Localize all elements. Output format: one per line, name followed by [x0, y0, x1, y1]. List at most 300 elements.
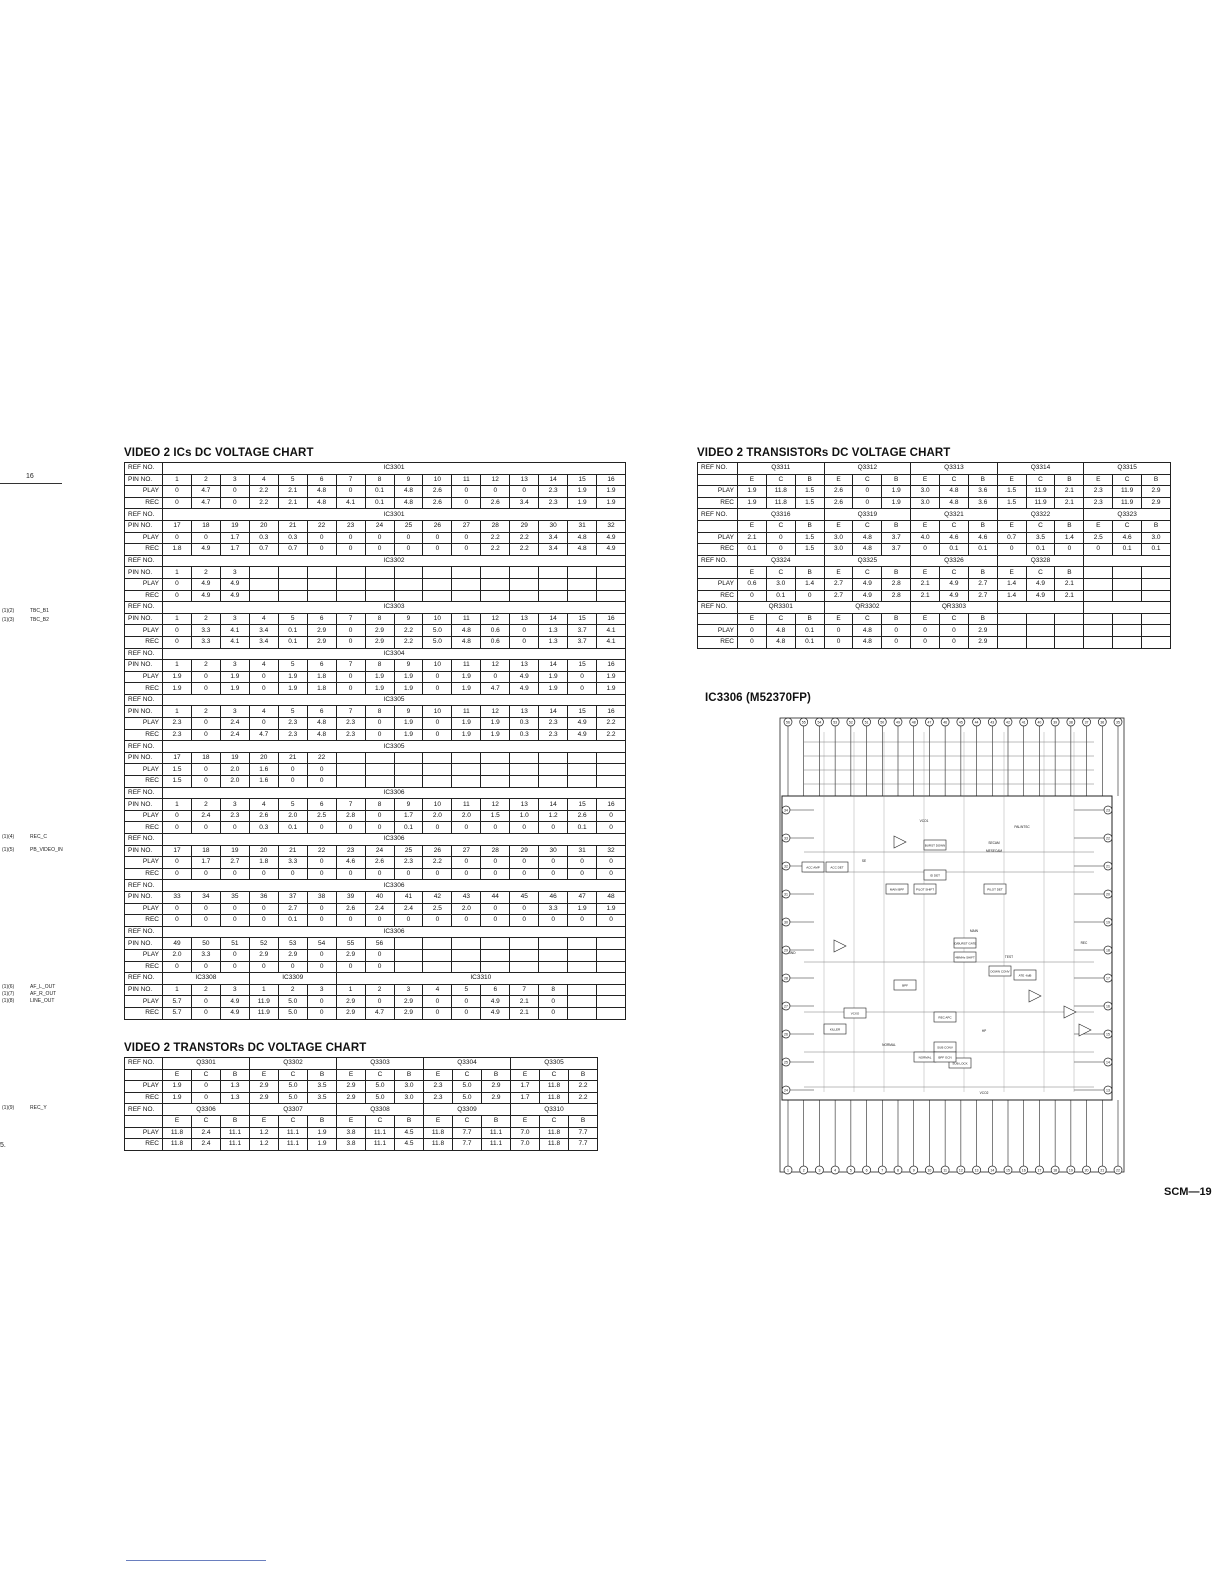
pin-cell: 43 [452, 891, 481, 903]
voltage-cell: 1.3 [539, 636, 568, 648]
pin-cell: 48 [597, 891, 626, 903]
voltage-cell: 2.9 [336, 1007, 365, 1019]
pin-cell: B [968, 474, 997, 486]
voltage-cell: 0 [452, 1007, 481, 1019]
voltage-cell [1026, 625, 1055, 637]
voltage-cell: 0 [336, 683, 365, 695]
voltage-row [125, 497, 626, 509]
voltage-cell: 0 [249, 903, 278, 915]
voltage-cell: 0 [795, 590, 824, 602]
voltage-cell: 0 [220, 497, 249, 509]
diagram-frame [780, 718, 1124, 1172]
voltage-cell [510, 578, 539, 590]
pin-cell: 7 [336, 474, 365, 486]
pin-cell [510, 752, 539, 764]
voltage-cell: 0 [192, 1092, 221, 1104]
voltage-cell: 1.9 [308, 1127, 337, 1139]
voltage-row [698, 486, 1171, 498]
ref-row [125, 1058, 598, 1070]
voltage-cell [1142, 590, 1171, 602]
row-label: REF NO. [698, 463, 738, 475]
voltage-cell: 0 [452, 857, 481, 869]
voltage-row [125, 729, 626, 741]
voltage-cell: 0 [423, 718, 452, 730]
pin-cell: 3 [220, 660, 249, 672]
voltage-cell: 3.0 [911, 497, 940, 509]
voltage-cell: 1.8 [307, 683, 336, 695]
voltage-cell: 0 [220, 486, 249, 498]
voltage-cell: 0 [568, 868, 597, 880]
row-label: REF NO. [698, 555, 738, 567]
voltage-cell: 0 [423, 822, 452, 834]
ref-label-cell: IC3306 [163, 926, 626, 938]
pin-cell: 20 [249, 520, 278, 532]
voltage-cell: 4.9 [481, 1007, 510, 1019]
voltage-cell: 0 [423, 532, 452, 544]
voltage-cell: 11.1 [221, 1139, 250, 1151]
pin-cell [1113, 613, 1142, 625]
pin-row [125, 845, 626, 857]
ref-label-cell: Q3301 [163, 1058, 250, 1070]
voltage-cell: 0 [365, 915, 394, 927]
voltage-cell [394, 776, 423, 788]
voltage-cell: 2.0 [220, 776, 249, 788]
voltage-row [125, 532, 626, 544]
pin-cell [307, 567, 336, 579]
voltage-cell: 1.5 [163, 764, 192, 776]
pin-number: 2 [802, 1168, 805, 1173]
voltage-cell: 4.9 [853, 578, 882, 590]
page-fragment-bottom: 5. [0, 1142, 6, 1149]
ref-label-cell: Q3313 [911, 463, 998, 475]
pin-number: 14 [990, 1168, 995, 1173]
voltage-cell: 2.9 [1142, 497, 1171, 509]
voltage-cell [510, 949, 539, 961]
pin-cell: 19 [220, 520, 249, 532]
voltage-cell: 0.6 [481, 636, 510, 648]
voltage-cell: 0 [336, 822, 365, 834]
ref-row [125, 648, 626, 660]
voltage-cell: 1.9 [394, 671, 423, 683]
voltage-cell: 2.0 [278, 810, 307, 822]
voltage-cell: 0 [191, 718, 220, 730]
ref-label-cell: Q3328 [997, 555, 1084, 567]
pin-cell: 1 [163, 799, 192, 811]
pin-cell: 10 [423, 706, 452, 718]
voltage-cell: 4.9 [597, 532, 626, 544]
voltage-cell: 0 [278, 776, 307, 788]
voltage-cell: 7.7 [453, 1127, 482, 1139]
voltage-cell: 7.0 [511, 1139, 540, 1151]
pin-number: 53 [833, 720, 838, 725]
voltage-cell [568, 590, 597, 602]
voltage-cell: 3.4 [539, 544, 568, 556]
ref-label-cell: Q3324 [738, 555, 825, 567]
voltage-cell: 3.0 [1142, 532, 1171, 544]
pin-cell: 23 [336, 520, 365, 532]
block-label: 4ΦMHz SHIFT [955, 955, 975, 960]
voltage-cell [1113, 578, 1142, 590]
pin-cell: 2 [191, 567, 220, 579]
voltage-cell [365, 764, 394, 776]
diagram-label: MESECAM [985, 849, 1003, 853]
row-label: REC [125, 1139, 163, 1151]
voltage-cell: 5.7 [163, 1007, 192, 1019]
pin-number: 30 [784, 920, 788, 925]
voltage-cell: 1.6 [249, 764, 278, 776]
signal-name-label: PB_VIDEO_IN [30, 847, 63, 853]
row-label [698, 520, 738, 532]
voltage-cell: 0 [452, 868, 481, 880]
voltage-row [698, 636, 1171, 648]
voltage-cell: 3.0 [395, 1092, 424, 1104]
voltage-cell: 0 [191, 1007, 220, 1019]
fragment-rule [0, 483, 62, 484]
voltage-cell [423, 590, 452, 602]
voltage-cell: 0.1 [365, 486, 394, 498]
voltage-cell: 1.2 [250, 1127, 279, 1139]
voltage-cell: 2.1 [911, 578, 940, 590]
ref-row [125, 463, 626, 475]
voltage-cell: 0 [163, 810, 192, 822]
voltage-cell: 7.7 [569, 1139, 598, 1151]
row-label: PIN NO. [125, 613, 163, 625]
pin-cell: 35 [220, 891, 249, 903]
voltage-cell: 4.8 [307, 497, 336, 509]
pin-cell: E [511, 1115, 540, 1127]
voltage-cell: 1.9 [481, 729, 510, 741]
pin-cell: E [738, 567, 767, 579]
pin-row [125, 613, 626, 625]
pin-cell [539, 752, 568, 764]
voltage-cell: 0 [365, 544, 394, 556]
voltage-cell: 2.7 [968, 578, 997, 590]
voltage-cell: 0 [568, 671, 597, 683]
pin-cell [365, 567, 394, 579]
voltage-row [125, 1139, 598, 1151]
voltage-cell: 1.9 [163, 1081, 192, 1093]
voltage-cell: 0 [940, 636, 969, 648]
pin-cell: E [997, 520, 1026, 532]
pin-cell [423, 938, 452, 950]
voltage-cell: 0 [249, 718, 278, 730]
voltage-cell [423, 961, 452, 973]
voltage-cell: 2.9 [307, 636, 336, 648]
voltage-row [698, 497, 1171, 509]
voltage-cell [539, 578, 568, 590]
voltage-cell: 1.0 [510, 810, 539, 822]
voltage-cell: 2.2 [249, 497, 278, 509]
pin-cell: 1 [163, 474, 192, 486]
signal-connector-label: (1)(2) [2, 608, 15, 614]
voltage-cell: 2.2 [394, 625, 423, 637]
ref-row [125, 926, 626, 938]
pin-cell: B [795, 613, 824, 625]
voltage-cell: 0 [191, 776, 220, 788]
pin-cell: C [766, 474, 795, 486]
pin-cell: 36 [249, 891, 278, 903]
voltage-cell: 5.0 [423, 636, 452, 648]
voltage-cell: 0.1 [968, 544, 997, 556]
voltage-row [125, 671, 626, 683]
pin-cell: E [824, 474, 853, 486]
pin-row [125, 799, 626, 811]
voltage-cell: 2.0 [452, 810, 481, 822]
voltage-cell: 11.8 [540, 1139, 569, 1151]
voltage-cell: 11.8 [540, 1081, 569, 1093]
pin-cell: C [540, 1069, 569, 1081]
pin-cell: 10 [423, 660, 452, 672]
voltage-row [125, 625, 626, 637]
pin-cell: B [482, 1115, 511, 1127]
voltage-cell: 2.2 [597, 729, 626, 741]
voltage-cell: 2.2 [423, 857, 452, 869]
voltage-cell: 2.1 [1055, 590, 1084, 602]
row-label: PIN NO. [125, 706, 163, 718]
pin-cell [510, 938, 539, 950]
pin-cell: 21 [278, 752, 307, 764]
diagram-label: VCO2 [979, 1091, 989, 1095]
voltage-cell [597, 961, 626, 973]
voltage-cell: 2.2 [510, 544, 539, 556]
ref-label-cell: Q3322 [997, 509, 1084, 521]
voltage-cell: 0 [597, 822, 626, 834]
voltage-cell: 0.1 [1113, 544, 1142, 556]
pin-cell: 25 [394, 520, 423, 532]
voltage-cell: 0.1 [738, 544, 767, 556]
diagram-label: VCO1 [919, 819, 929, 823]
pin-number: 50 [880, 720, 885, 725]
voltage-cell: 0 [423, 544, 452, 556]
voltage-cell: 0.3 [249, 822, 278, 834]
voltage-cell: 1.9 [597, 497, 626, 509]
pin-cell: 3 [220, 613, 249, 625]
voltage-cell: 0 [452, 497, 481, 509]
voltage-row [698, 590, 1171, 602]
pin-cell: 16 [597, 706, 626, 718]
row-label: PIN NO. [125, 520, 163, 532]
voltage-cell: 2.9 [482, 1081, 511, 1093]
ref-label-cell: Q3312 [824, 463, 911, 475]
voltage-cell: 5.7 [163, 996, 192, 1008]
voltage-cell: 3.0 [824, 544, 853, 556]
pin-cell: E [911, 474, 940, 486]
pin-cell: B [569, 1069, 598, 1081]
voltage-cell: 0 [307, 949, 336, 961]
pin-cell [481, 938, 510, 950]
pin-cell [597, 752, 626, 764]
row-label: REF NO. [125, 694, 163, 706]
voltage-cell: 2.0 [423, 810, 452, 822]
voltage-cell: 4.7 [191, 497, 220, 509]
pin-cell: 27 [452, 845, 481, 857]
voltage-cell: 0 [394, 915, 423, 927]
voltage-cell [1026, 636, 1055, 648]
voltage-cell: 2.2 [249, 486, 278, 498]
pin-cell: 21 [278, 845, 307, 857]
pin-cell [481, 567, 510, 579]
pin-cell: 21 [278, 520, 307, 532]
voltage-cell: 2.4 [220, 718, 249, 730]
pin-cell: 12 [481, 474, 510, 486]
voltage-cell: 0 [510, 486, 539, 498]
block-label: MAIN BPF [889, 887, 905, 892]
pin-cell [997, 613, 1026, 625]
voltage-cell [597, 764, 626, 776]
voltage-cell: 11.1 [279, 1127, 308, 1139]
voltage-cell: 0 [163, 903, 192, 915]
pin-number: 18 [1106, 948, 1110, 953]
pin-number: 52 [848, 720, 853, 725]
voltage-cell: 2.9 [249, 949, 278, 961]
pin-cell: 5 [452, 984, 481, 996]
pin-cell: 13 [510, 706, 539, 718]
adjacent-page-fragment [0, 460, 70, 1160]
voltage-cell [568, 949, 597, 961]
voltage-cell [597, 590, 626, 602]
voltage-cell: 2.5 [423, 903, 452, 915]
pin-cell: 27 [452, 520, 481, 532]
ref-label-cell: Q3311 [738, 463, 825, 475]
pin-cell: 4 [249, 706, 278, 718]
amplifier-symbol [1029, 990, 1041, 1002]
pin-cell [1113, 567, 1142, 579]
voltage-cell: 1.9 [452, 671, 481, 683]
voltage-cell: 1.9 [568, 497, 597, 509]
voltage-cell: 7.7 [453, 1139, 482, 1151]
voltage-cell: 2.2 [569, 1092, 598, 1104]
pin-cell [1084, 613, 1113, 625]
pin-cell: 1 [163, 706, 192, 718]
voltage-cell: 0 [481, 671, 510, 683]
pin-cell: 46 [539, 891, 568, 903]
pin-cell: 25 [394, 845, 423, 857]
row-label: REF NO. [125, 1058, 163, 1070]
row-label: REC [698, 544, 738, 556]
pin-number: 42 [1006, 720, 1010, 725]
pin-number: 40 [1037, 720, 1042, 725]
pin-cell [394, 938, 423, 950]
voltage-cell: 4.9 [510, 683, 539, 695]
row-label [698, 613, 738, 625]
pin-cell [423, 752, 452, 764]
voltage-cell [394, 961, 423, 973]
voltage-cell: 0 [163, 857, 192, 869]
block-label: ATE -6dB [1018, 973, 1032, 978]
voltage-cell: 0 [249, 868, 278, 880]
pin-cell: 11 [452, 799, 481, 811]
pin-number: 4 [834, 1168, 837, 1173]
voltage-cell: 4.8 [853, 636, 882, 648]
voltage-cell: 2.4 [220, 729, 249, 741]
voltage-row [125, 1092, 598, 1104]
pin-cell: 3 [394, 984, 423, 996]
pin-cell: 2 [365, 984, 394, 996]
row-label: PIN NO. [125, 845, 163, 857]
voltage-cell: 2.1 [1055, 497, 1084, 509]
voltage-cell [1055, 636, 1084, 648]
ref-label-cell: Q3307 [250, 1104, 337, 1116]
voltage-cell: 3.6 [968, 486, 997, 498]
row-label: REC [125, 590, 163, 602]
voltage-cell: 3.3 [191, 625, 220, 637]
pin-cell: B [968, 613, 997, 625]
pin-cell [568, 938, 597, 950]
pin-cell: 40 [365, 891, 394, 903]
voltage-cell: 2.2 [597, 718, 626, 730]
ref-label-cell [1084, 602, 1171, 614]
voltage-row [125, 683, 626, 695]
pin-number: 18 [1053, 1168, 1058, 1173]
voltage-cell: 0 [911, 544, 940, 556]
voltage-cell: 0 [510, 868, 539, 880]
voltage-cell: 4.9 [1026, 590, 1055, 602]
row-label: REF NO. [125, 602, 163, 614]
voltage-cell: 5.0 [279, 1081, 308, 1093]
pin-cell [568, 752, 597, 764]
voltage-cell: 0 [423, 1007, 452, 1019]
voltage-cell [597, 996, 626, 1008]
ref-row [125, 741, 626, 753]
pin-cell: B [482, 1069, 511, 1081]
voltage-cell: 2.9 [394, 996, 423, 1008]
voltage-cell: 0.3 [510, 729, 539, 741]
voltage-cell: 1.3 [221, 1081, 250, 1093]
voltage-cell: 0 [191, 683, 220, 695]
pin-cell: C [766, 613, 795, 625]
row-label: PIN NO. [125, 660, 163, 672]
voltage-cell: 11.1 [366, 1139, 395, 1151]
voltage-cell: 2.1 [278, 497, 307, 509]
voltage-cell: 0 [597, 915, 626, 927]
pin-cell: B [968, 520, 997, 532]
pin-cell: 11 [452, 613, 481, 625]
row-label: REC [698, 497, 738, 509]
pin-cell: 14 [539, 613, 568, 625]
voltage-cell: 0 [510, 636, 539, 648]
pin-cell: C [192, 1115, 221, 1127]
block-label: KILLER [829, 1027, 841, 1032]
pin-cell: 14 [539, 660, 568, 672]
voltage-cell: 5.0 [278, 1007, 307, 1019]
voltage-cell: 0 [163, 961, 192, 973]
voltage-cell: 0 [307, 868, 336, 880]
pin-cell: 9 [394, 613, 423, 625]
voltage-cell: 2.7 [220, 857, 249, 869]
diagram-label: MAIN [970, 929, 978, 933]
voltage-cell: 2.1 [510, 996, 539, 1008]
voltage-cell: 0.7 [997, 532, 1026, 544]
block-label: SUB LOCK [952, 1061, 968, 1066]
voltage-cell: 3.0 [911, 486, 940, 498]
pin-cell: 29 [510, 520, 539, 532]
voltage-cell: 2.9 [336, 949, 365, 961]
voltage-cell: 5.0 [279, 1092, 308, 1104]
ref-row [125, 880, 626, 892]
pin-cell: B [795, 520, 824, 532]
pin-number: 21 [1106, 864, 1110, 869]
voltage-cell: 0 [539, 868, 568, 880]
voltage-cell: 4.8 [853, 544, 882, 556]
pin-cell: 8 [365, 660, 394, 672]
voltage-cell: 3.5 [1026, 532, 1055, 544]
voltage-row [125, 776, 626, 788]
voltage-cell: 4.8 [940, 497, 969, 509]
voltage-cell: 0 [163, 578, 192, 590]
voltage-cell: 0 [163, 486, 192, 498]
voltage-cell: 2.6 [336, 903, 365, 915]
voltage-cell: 4.9 [220, 1007, 249, 1019]
